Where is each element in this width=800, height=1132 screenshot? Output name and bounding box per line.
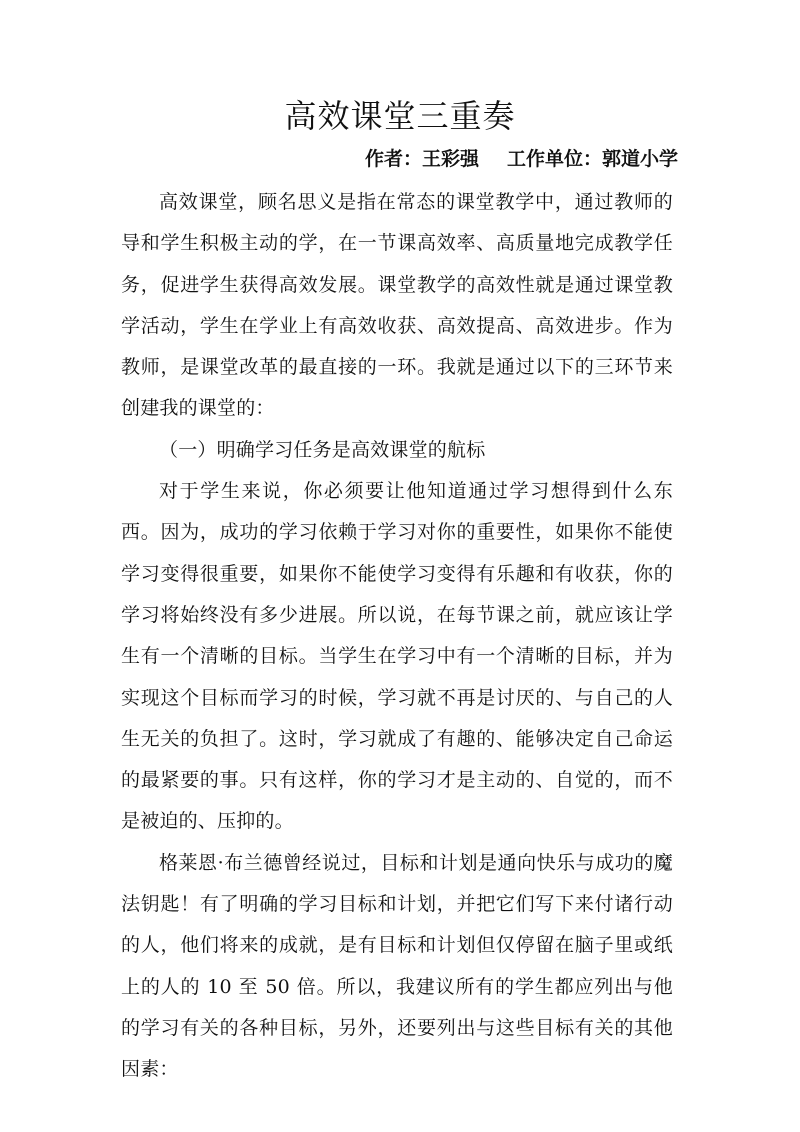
paragraph-intro: 高效课堂，顾名思义是指在常态的课堂教学中，通过教师的导和学生积极主动的学，在一节课高效率、高质量地完成教学任务，促进学生获得高效发展。课堂教学的高效性就是通过课堂教学活动，学生在学业上有高效收获、高效提高、高效进步。作为教师，是课堂改革的最直接的一环。我就是通过以下的三环节来创建我的课堂的：: [121, 191, 673, 420]
author-name: 王彩强: [421, 148, 479, 170]
document-body: [121, 182, 673, 1091]
byline: [365, 145, 678, 173]
paragraph-goals: 对于学生来说，你必须要让他知道通过学习想得到什么东西。因为，成功的学习依赖于学习对你的重要性，如果你不能使学习变得很重要，如果你不能使学习变得有乐趣和有收获，你的学习将始终没有多少进展。所以说，在每节课之前，就应该让学生有一个清晰的目标。当学生在学习中有一个清晰的目标，并为实现这个目标而学习的时候，学习就不再是讨厌的、与自己的人生无关的负担了。这时，学习就成了有趣的、能够决定自己命运的最紧要的事。只有这样，你的学习才是主动的、自觉的，而不是被迫的、压抑的。: [121, 480, 673, 833]
document-title: 高效课堂三重奏: [284, 97, 516, 135]
author-label: 作者：: [364, 148, 422, 170]
unit-name: 郭道小学: [601, 148, 678, 170]
section-heading-1: （一）明确学习任务是高效课堂的航标: [159, 438, 486, 461]
unit-label: 工作单位：: [506, 148, 602, 170]
paragraph-quote: 格莱恩·布兰德曾经说过，目标和计划是通向快乐与成功的魔法钥匙！有了明确的学习目标和计划，并把它们写下来付诸行动的人，他们将来的成就，是有目标和计划但仅停留在脑子里或纸上的人的 10 至 50 倍。所以，我建议所有的学生都应列出与他的学习有关的各种目标，另外，还要列出与这些目标有关的其他因素：: [121, 851, 673, 1081]
